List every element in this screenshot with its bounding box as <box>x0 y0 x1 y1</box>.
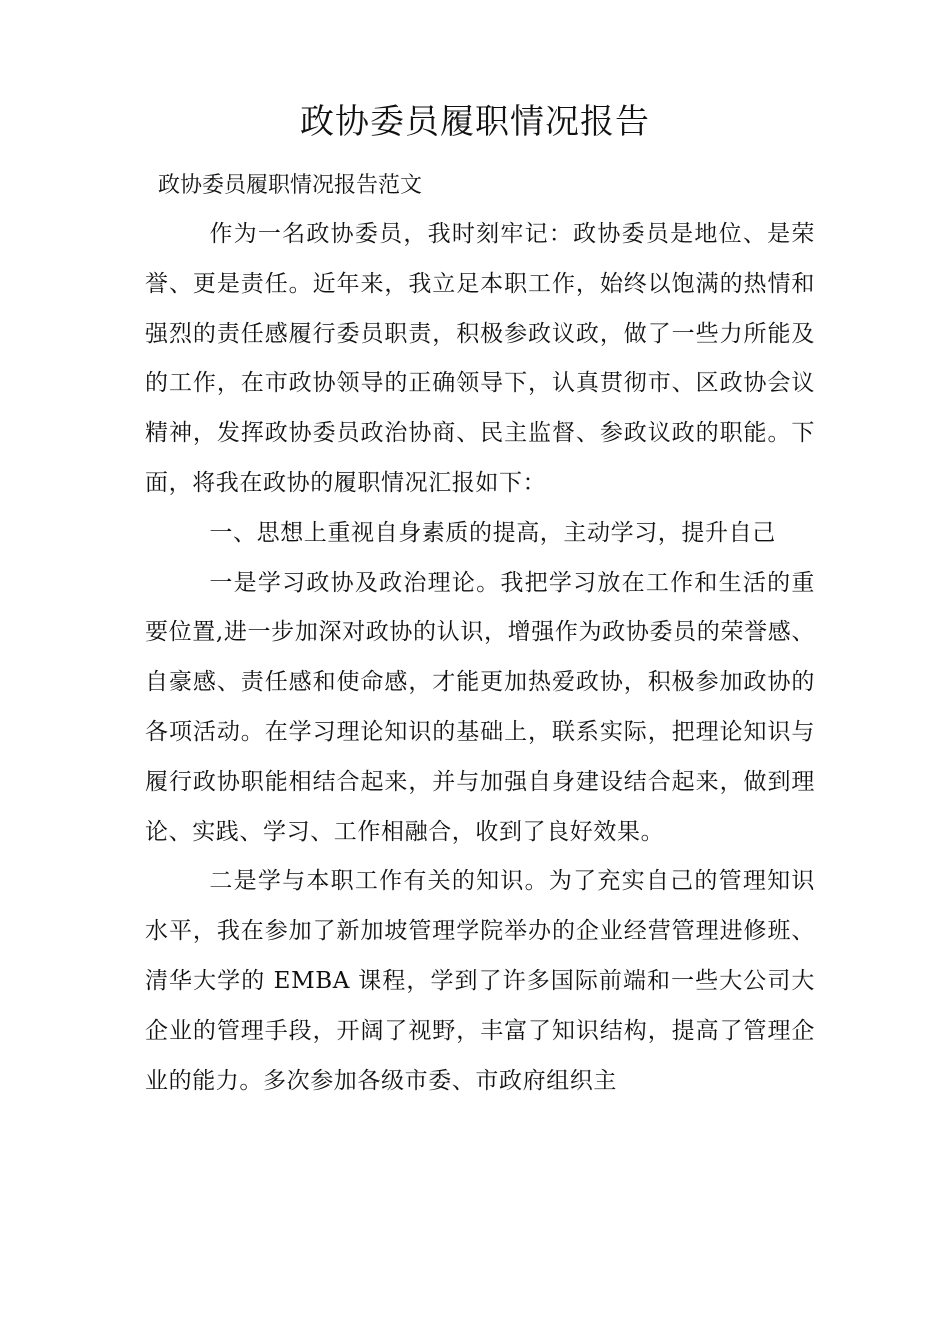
document-title: 政协委员履职情况报告 <box>300 102 650 142</box>
document-subtitle: 政协委员履职情况报告范文 <box>158 173 423 198</box>
paragraph-study-theory: 一是学习政协及政治理论。我把学习放在工作和生活的重要位置,进一步加深对政协的认识，增强作为政协委员的荣誉感、自豪感、责任感和使命感，才能更加热爱政协，积极参加政协的各项活动。在学习理论知识的基础上，联系实际，把理论知识与履行政协职能相结合起来，并与加强自身建设结合起来，做到理论、实践、学习、工作相融合，收到了良好效果。 <box>145 569 815 845</box>
paragraph-intro: 作为一名政协委员，我时刻牢记：政协委员是地位、是荣誉、更是责任。近年来，我立足本职工作，始终以饱满的热情和强烈的责任感履行委员职责，积极参政议政，做了一些力所能及的工作，在市政协领导的正确领导下，认真贯彻市、区政协会议精神，发挥政协委员政治协商、民主监督、参政议政的职能。下面，将我在政协的履职情况汇报如下： <box>145 221 815 496</box>
document-body <box>145 210 815 1106</box>
paragraph-study-work-knowledge: 二是学与本职工作有关的知识。为了充实自己的管理知识水平，我在参加了新加坡管理学院举办的企业经营管理进修班、清华大学的 EMBA 课程，学到了许多国际前端和一些大公司大企业的管理手段，开阔了视野，丰富了知识结构，提高了管理企业的能力。多次参加各级市委、市政府组织主 <box>145 868 815 1094</box>
section-heading-1: 一、思想上重视自身素质的提高，主动学习，提升自己 <box>209 519 776 546</box>
